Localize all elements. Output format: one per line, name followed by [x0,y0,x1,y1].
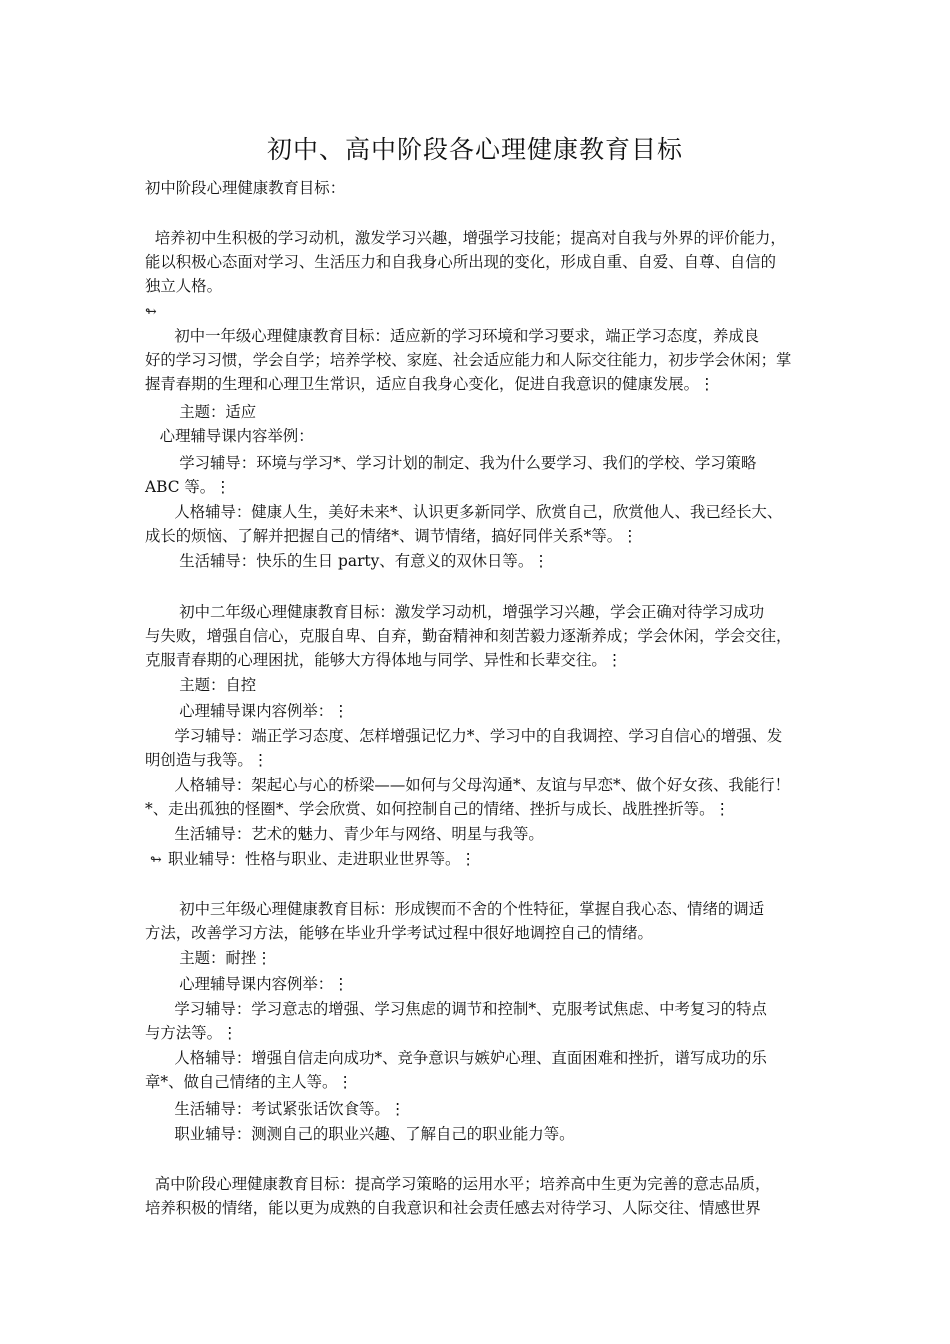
text-line: 独立人格。 [145,277,222,295]
text-line: 克服青春期的心理困扰，能够大方得体地与同学、异性和长辈交往。⋮ [145,651,623,669]
text-line: 初中三年级心理健康教育目标：形成锲而不舍的个性特征，掌握自我心态、情绪的调适 [145,900,765,918]
text-line: 职业辅导：测测自己的职业兴趣、了解自己的职业能力等。 [145,1125,575,1143]
text-line: 人格辅导：架起心与心的桥梁——如何与父母沟通*、友谊与早恋*、做个好女孩、我能行！ [145,776,790,794]
text-line: 与方法等。⋮ [145,1024,238,1042]
text-line: 握青春期的生理和心理卫生常识，适应自我身心变化，促进自我意识的健康发展。⋮ [145,375,715,393]
text-line: 生活辅导：考试紧张话饮食等。⋮ [145,1100,406,1118]
text-line: 主题：自控 [145,676,257,694]
text-line: 方法，改善学习方法，能够在毕业升学考试过程中很好地调控自己的情绪。 [145,924,653,942]
text-line: 心理辅导课内容举例： [145,427,314,445]
text-line: 培养积极的情绪，能以更为成熟的自我意识和社会责任感去对待学习、人际交往、情感世界 [145,1199,761,1217]
text-line: 初中一年级心理健康教育目标：适应新的学习环境和学习要求，端正学习态度，养成良 [145,327,760,345]
text-line: 心理辅导课内容例举：⋮ [145,702,349,720]
text-line: 成长的烦恼、了解并把握自己的情绪*、调节情绪，搞好同伴关系*等。⋮ [145,527,638,545]
text-line: 主题：适应 [145,403,257,421]
text-line: 学习辅导：环境与学习*、学习计划的制定、我为什么要学习、我们的学校、学习策略 [145,454,757,472]
text-line: *、走出孤独的怪圈*、学会欣赏、如何控制自己的情绪、挫折与成长、战胜挫折等。⋮ [145,800,730,818]
text-line [145,299,825,324]
text-line: 初中阶段心理健康教育目标： [145,179,346,197]
text-line: 好的学习习惯，学会自学；培养学校、家庭、社会适应能力和人际交往能力，初步学会休闲；掌 [145,351,792,369]
anchor-mark-icon: ↬ [150,852,162,868]
text-line: 心理辅导课内容例举：⋮ [145,975,349,993]
text-line: 高中阶段心理健康教育目标：提高学习策略的运用水平；培养高中生更为完善的意志品质， [145,1175,771,1193]
text-line: 学习辅导：端正学习态度、怎样增强记忆力*、学习中的自我调控、学习自信心的增强、发 [145,727,783,745]
text-line: 生活辅导：快乐的生日 party、有意义的双休日等。⋮ [145,552,549,570]
text-line: 与失败，增强自信心，克服自卑、自弃，勤奋精神和刻苦毅力逐渐养成；学会休闲，学会交往， [145,627,792,645]
line-text: 职业辅导：性格与职业、走进职业世界等。⋮ [168,850,476,868]
text-line: 章*、做自己情绪的主人等。⋮ [145,1073,353,1091]
anchor-mark-icon: ↬ [145,304,157,320]
text-line: ABC 等。⋮ [145,478,231,496]
text-line: 人格辅导：增强自信走向成功*、竞争意识与嫉妒心理、直面困难和挫折，谱写成功的乐 [145,1049,767,1067]
page-title: 初中、高中阶段各心理健康教育目标 [266,135,683,164]
text-line: 人格辅导：健康人生，美好未来*、认识更多新同学、欣赏自己，欣赏他人、我已经长大、 [145,503,783,521]
text-line: 培养初中生积极的学习动机，激发学习兴趣，增强学习技能；提高对自我与外界的评价能力， [145,229,786,247]
text-line: 初中二年级心理健康教育目标：激发学习动机，增强学习兴趣，学会正确对待学习成功 [145,603,765,621]
text-line: 能以积极心态面对学习、生活压力和自我身心所出现的变化，形成自重、自爱、自尊、自信的 [145,253,777,271]
text-line: 学习辅导：学习意志的增强、学习焦虑的调节和控制*、克服考试焦虑、中考复习的特点 [145,1000,767,1018]
text-line: 主题：耐挫⋮ [145,949,272,967]
text-line: 明创造与我等。⋮ [145,751,269,769]
text-line: 生活辅导：艺术的魅力、青少年与网络、明星与我等。 [145,825,544,843]
text-line [150,847,830,872]
